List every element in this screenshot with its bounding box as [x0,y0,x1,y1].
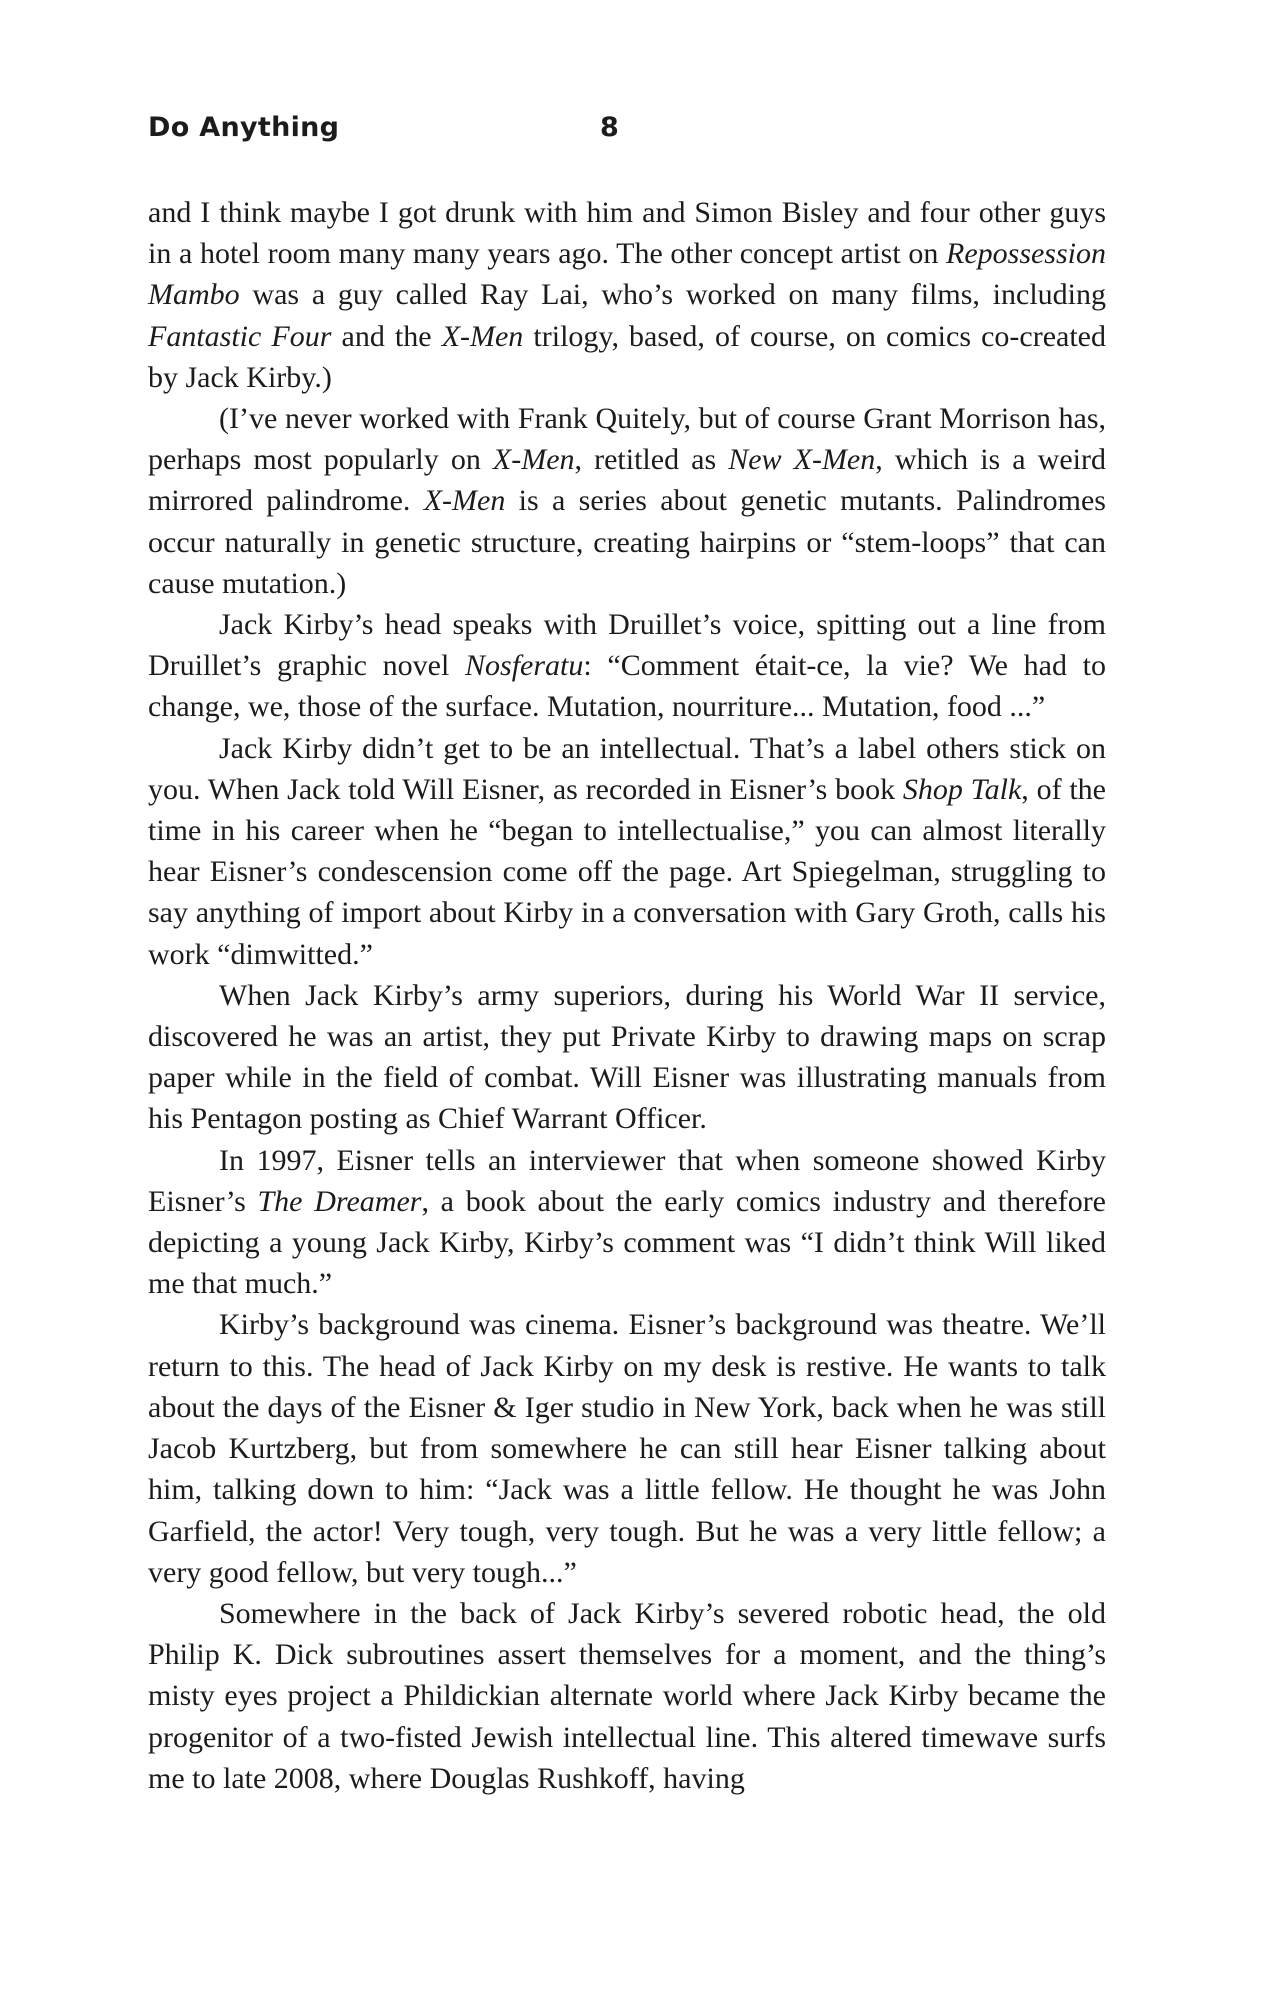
italic-title: X-Men [423,484,506,518]
text-run: Somewhere in the back of Jack Kirby’s severed robotic head, the old Philip K. Dick subroutines assert themselves for a moment, and the thing’s misty eyes project a Phildickian alternate world where Jack Kirby became the progenitor of a two-fisted Jewish intellectual line. This altered timewave surfs me to late 2008, where Douglas Rushkoff, having [148,1596,1106,1795]
text-run: , retitled as [574,443,729,477]
paragraph [148,1304,1106,1592]
paragraph [148,192,1106,398]
text-run: , which is a weird mirrored palindrome. [148,443,1106,518]
text-run: Jack Kirby’s head speaks with Druillet’s voice, spitting out a line from Druillet’s graphic novel [148,608,1106,683]
italic-title: Repossession Mambo [148,237,1106,312]
text-run: : “Comment était-ce, la vie? We had to change, we, those of the surface. Mutation, nourriture... Mutation, food ...” [148,649,1106,724]
italic-title: Fantastic Four [148,319,332,353]
paragraph [148,398,1106,604]
paragraph [148,1593,1106,1799]
paragraph [148,728,1106,975]
text-run: , a book about the early comics industry and therefore depicting a young Jack Kirby, Kirby’s comment was “I didn’t think Will liked me that much.” [148,1184,1106,1301]
text-run: trilogy, based, of course, on comics co-created by Jack Kirby.) [148,319,1106,394]
running-head-title: Do Anything [148,112,340,143]
paragraph [148,975,1106,1140]
paragraph [148,1140,1106,1305]
text-run: is a series about genetic mutants. Palindromes occur naturally in genetic structure, creating hairpins or “stem-loops” that can cause mutation.) [148,484,1106,600]
italic-title: Shop Talk [902,772,1022,806]
italic-title: New X-Men [728,443,876,477]
text-run: , of the time in his career when he “began to intellectualise,” you can almost literally hear Eisner’s condescension come off the page. Art Spiegelman, struggling to say anything of import about Kirby in a conversation with Gary Groth, calls his work “dimwitted.” [148,772,1106,971]
body-text [148,192,1106,1799]
text-run: Kirby’s background was cinema. Eisner’s background was theatre. We’ll return to this. The head of Jack Kirby on my desk is restive. He wants to talk about the days of the Eisner & Iger studio in New York, back when he was still Jacob Kurtzberg, but from somewhere he can still hear Eisner talking about him, talking down to him: “Jack was a little fellow. He thought he was John Garfield, the actor! Very tough, very tough. But he was a very little fellow; a very good fellow, but very tough...” [148,1308,1106,1589]
italic-title: Nosferatu [465,649,584,683]
text-run: and I think maybe I got drunk with him and Simon Bisley and four other guys in a hotel room many many years ago. The other concept artist on [148,196,1106,271]
page-number: 8 [600,112,620,143]
text-run: was a guy called Ray Lai, who’s worked on many films, including [239,278,1106,312]
italic-title: The Dreamer [257,1184,422,1218]
italic-title: X-Men [492,443,575,477]
text-run: When Jack Kirby’s army superiors, during his World War II service, discovered he was an artist, they put Private Kirby to drawing maps on scrap paper while in the field of combat. Will Eisner was illustrating manuals from his Pentagon posting as Chief Warrant Officer. [148,978,1106,1136]
italic-title: X-Men [441,319,524,353]
text-run: and the [331,319,442,353]
text-run: (I’ve never worked with Frank Quitely, but of course Grant Morrison has, perhaps most popularly on [148,402,1106,477]
paragraph [148,604,1106,728]
text-run: Jack Kirby didn’t get to be an intellectual. That’s a label others stick on you. When Jack told Will Eisner, as recorded in Eisner’s book [148,731,1106,806]
text-run: In 1997, Eisner tells an interviewer that when someone showed Kirby Eisner’s [148,1143,1106,1218]
running-head [148,112,620,156]
